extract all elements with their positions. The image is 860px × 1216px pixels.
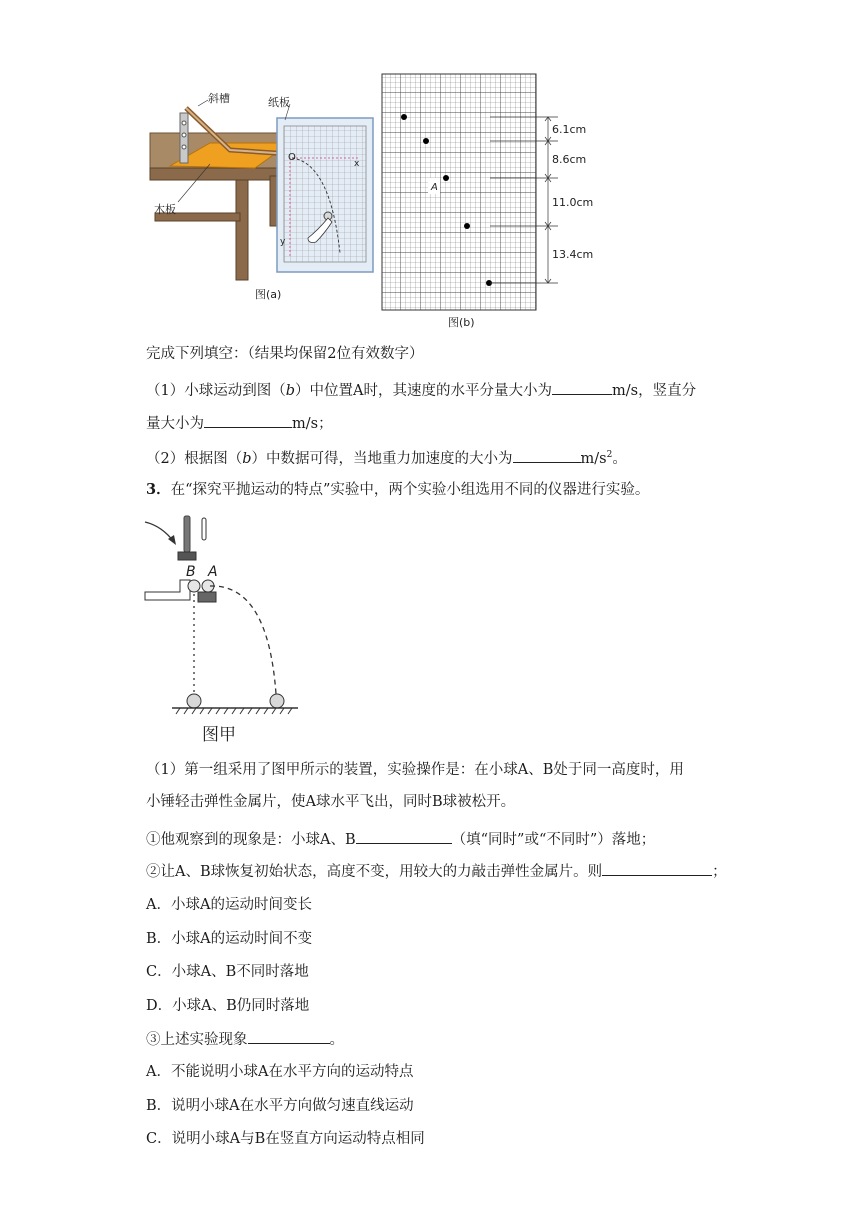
answer-blank-vertical-velocity[interactable] [204, 413, 292, 428]
option-1a[interactable]: A．小球A的运动时间变长 [146, 897, 312, 913]
q2-part2: （2）根据图（b）中数据可得，当地重力加速度的大小为 $m/s^2$。 [146, 445, 627, 469]
answer-blank-conclusion[interactable] [248, 1029, 330, 1044]
figure-jia-caption: 图甲 [202, 725, 236, 745]
caption-b: 图(b) [448, 316, 475, 329]
option-2b[interactable]: B．说明小球A在水平方向做匀速直线运动 [146, 1098, 414, 1114]
figure-b [380, 72, 610, 334]
interval-2: 8.6cm [552, 153, 587, 166]
caption-a: 图(a) [255, 288, 282, 301]
interval-1: 6.1cm [552, 123, 587, 136]
option-1d[interactable]: D．小球A、B仍同时落地 [146, 998, 310, 1014]
interval-4: 13.4cm [552, 248, 594, 261]
q3-part1-line2: 小锤轻击弹性金属片，使A球水平飞出，同时B球被松开。 [146, 794, 516, 810]
point-a-label: A [431, 182, 438, 193]
label-chute: 斜槽 [208, 92, 230, 105]
q3-sub1: ①他观察到的现象是：小球A、B （填“同时”或“不同时”）落地； [146, 829, 655, 850]
ball-b-label: B [186, 564, 196, 580]
q3-stem: 3．在“探究平抛运动的特点”实验中，两个实验小组选用不同的仪器进行实验。 [146, 481, 650, 498]
answer-blank-horizontal-velocity[interactable] [552, 380, 612, 395]
label-y: y [280, 237, 286, 247]
figure-a [140, 88, 380, 308]
figure-jia [140, 512, 310, 748]
q3-part1-line1: （1）第一组采用了图甲所示的装置，实验操作是：在小球A、B处于同一高度时，用 [146, 762, 684, 778]
option-2c[interactable]: C．说明小球A与B在竖直方向运动特点相同 [146, 1131, 425, 1147]
q3-sub2: ②让A、B球恢复初始状态，高度不变，用较大的力敲击弹性金属片。则 ； [146, 861, 727, 882]
label-x: x [354, 159, 360, 169]
ball-a-label: A [208, 564, 218, 580]
option-1b[interactable]: B．小球A的运动时间不变 [146, 931, 313, 947]
answer-blank-gravity[interactable] [513, 448, 581, 463]
option-1c[interactable]: C．小球A、B不同时落地 [146, 964, 309, 980]
q2-instruction: 完成下列填空：（结果均保留2位有效数字） [146, 346, 424, 362]
option-2a[interactable]: A．不能说明小球A在水平方向的运动特点 [146, 1064, 414, 1080]
trajectory-point-1 [401, 114, 407, 120]
answer-blank-stronger-force[interactable] [602, 861, 712, 876]
trajectory-point-2 [423, 138, 429, 144]
trajectory-point-a [443, 175, 449, 181]
label-board: 木板 [154, 203, 176, 216]
trajectory-point-4 [464, 223, 470, 229]
answer-blank-same-time[interactable] [356, 829, 452, 844]
q2-part1-line2: 量大小为 m/s； [146, 413, 333, 434]
q2-part1-line1: （1）小球运动到图（b）中位置A时，其速度的水平分量大小为 m/s，竖直分 [146, 380, 696, 401]
label-paper: 纸板 [268, 96, 290, 109]
interval-3: 11.0cm [552, 196, 594, 209]
label-origin: O [288, 152, 296, 163]
q3-sub3: ③上述实验现象 。 [146, 1029, 344, 1050]
